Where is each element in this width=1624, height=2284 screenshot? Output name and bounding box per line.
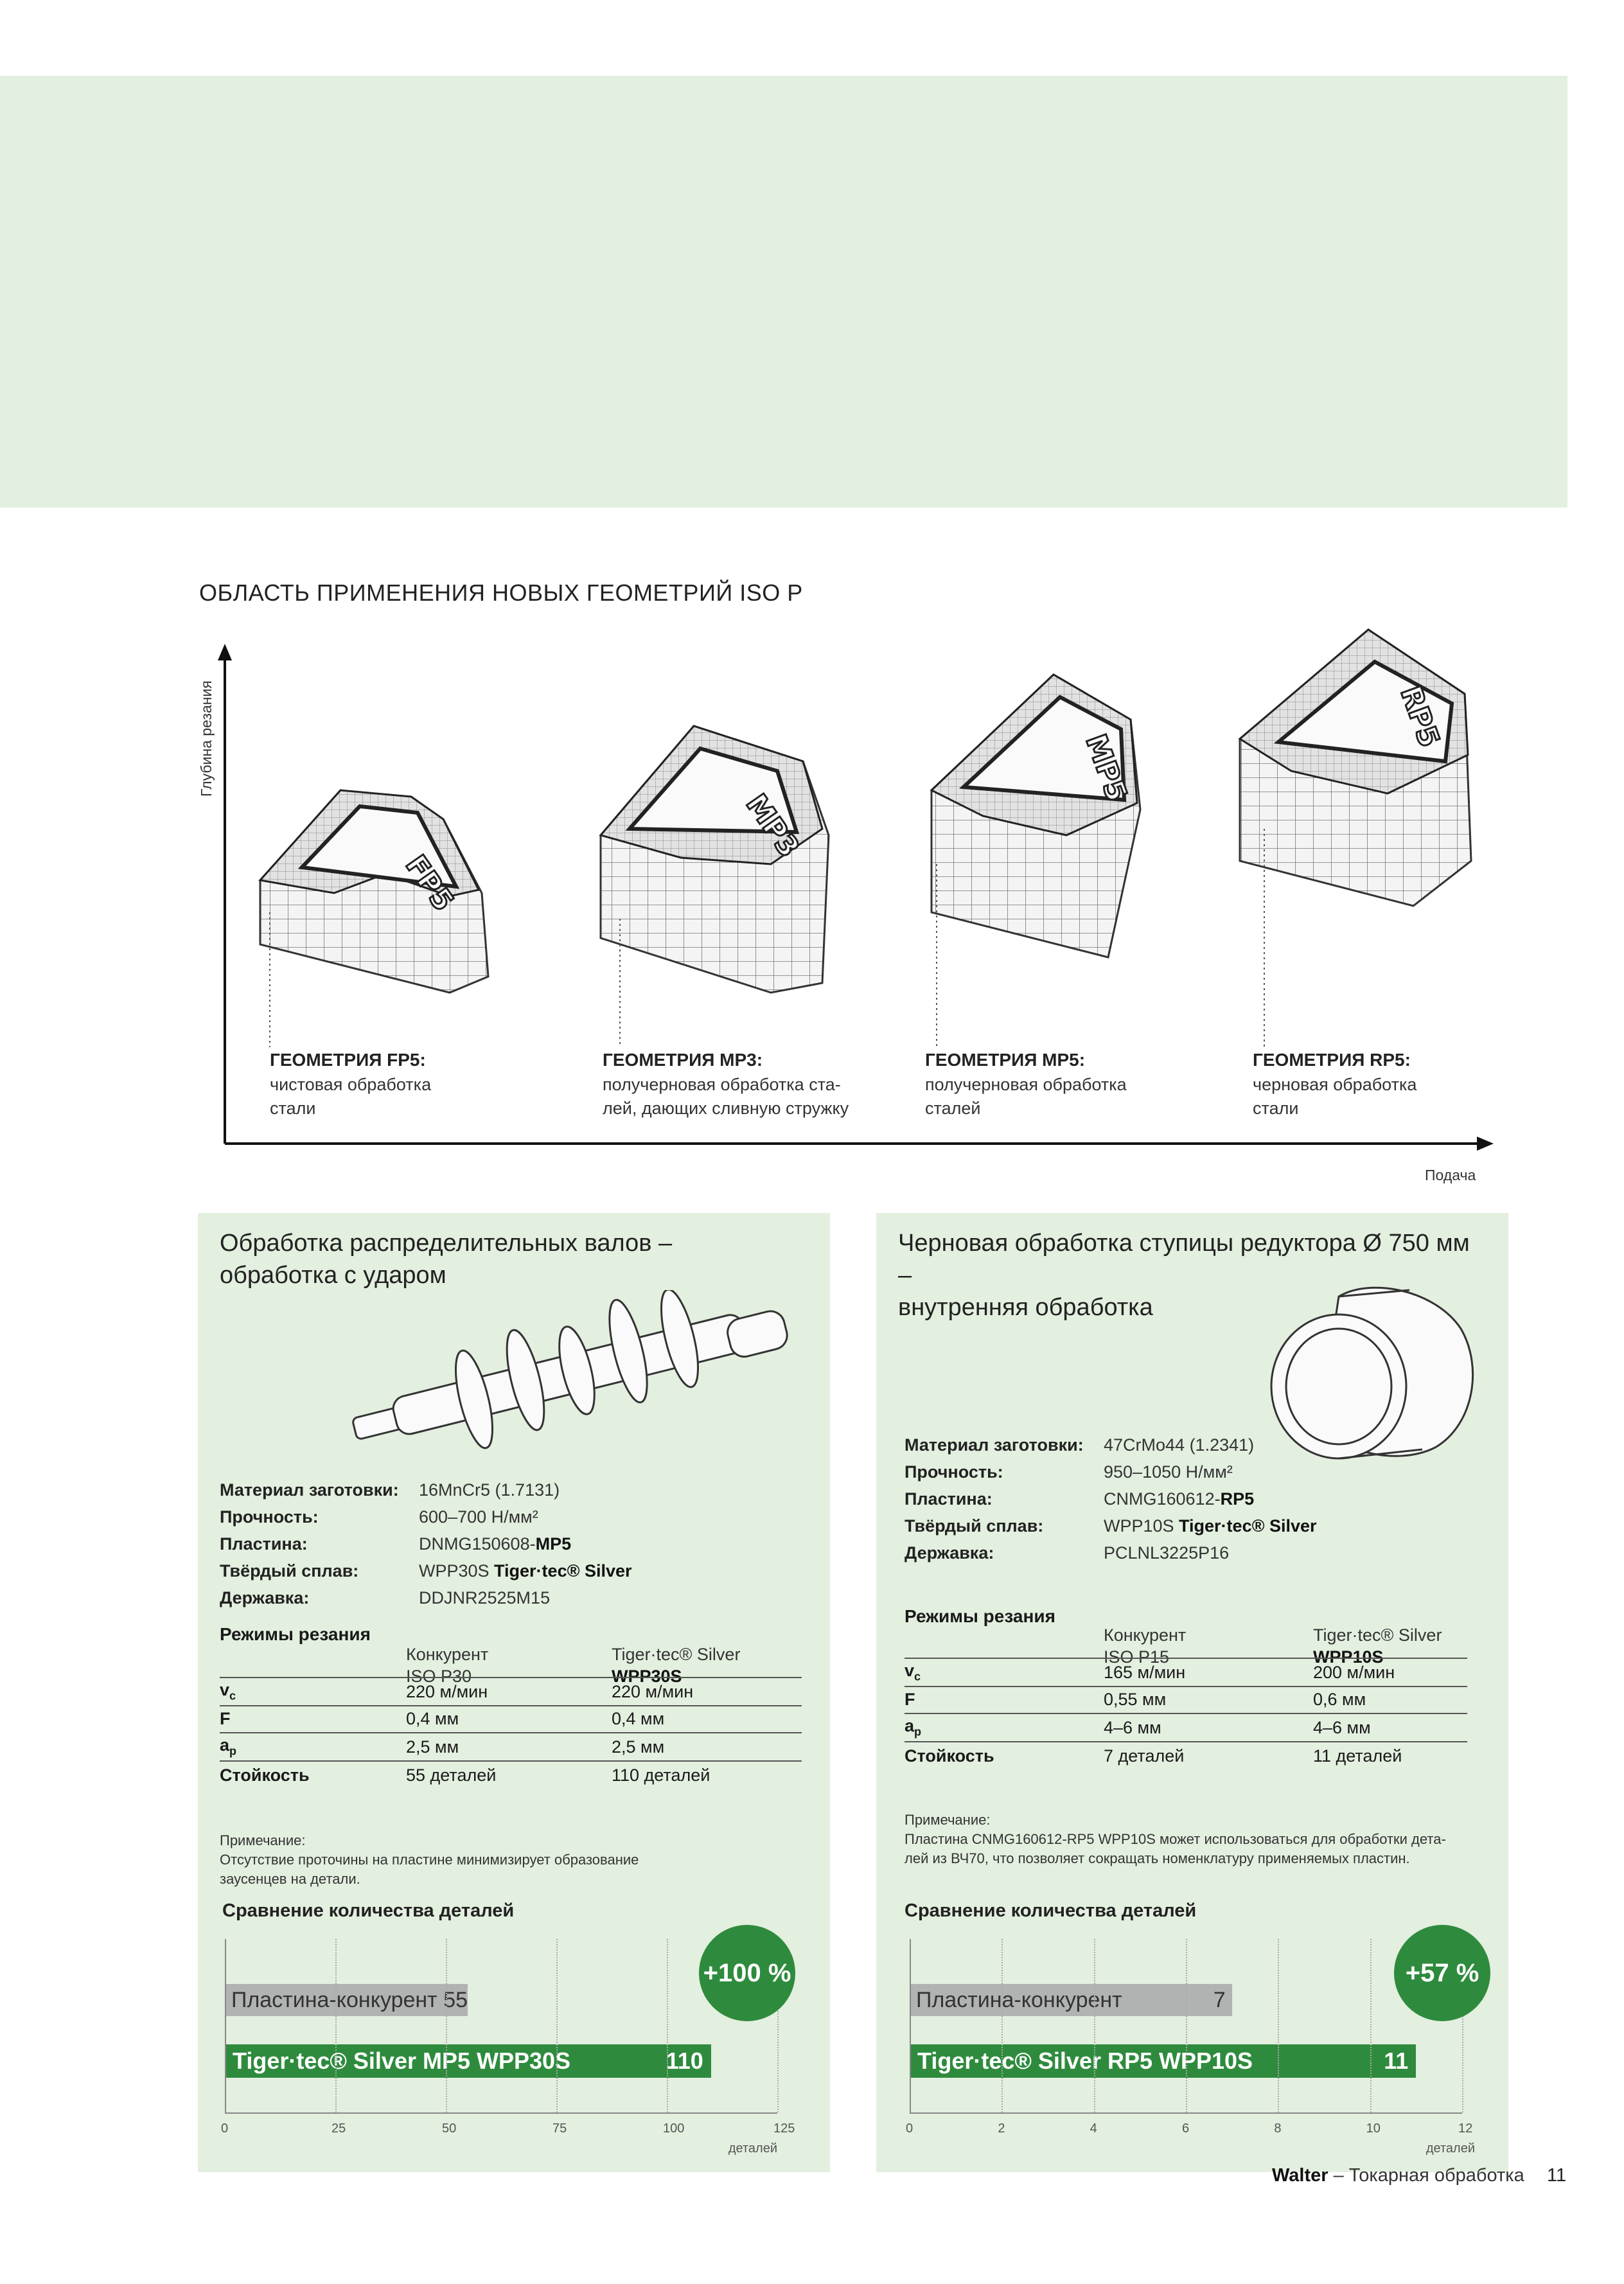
gridline <box>910 1939 911 2112</box>
tigertec-value: 220 м/мин <box>612 1681 694 1701</box>
bar-value: 7 <box>1213 1988 1226 2012</box>
param: $a_p$ <box>905 1716 922 1739</box>
spec-value: 47CrMo44 (1.2341) <box>1104 1435 1255 1455</box>
insert-fp5-image <box>260 790 488 993</box>
tigertec-value: 110 деталей <box>612 1765 710 1785</box>
competitor-value: 55 деталей <box>406 1765 497 1785</box>
spec-value: DDJNR2525M15 <box>419 1588 551 1607</box>
tigertec-value: 4–6 мм <box>1313 1717 1371 1737</box>
table-row <box>220 1762 802 1789</box>
header-line: Tiger·tec® Silver <box>1313 1625 1442 1645</box>
gridline <box>335 1939 337 2112</box>
spec-key: Державка: <box>905 1543 994 1563</box>
spec-value-bold: Tiger·tec® Silver <box>494 1561 632 1580</box>
table-row <box>905 1714 1467 1742</box>
note <box>220 1831 639 1889</box>
note-title: Примечание: <box>905 1812 991 1828</box>
param: $a_p$ <box>220 1735 237 1758</box>
spec-value: 16MnCr5 (1.7131) <box>419 1480 560 1500</box>
geometry-desc: сталей <box>925 1099 981 1118</box>
competitor-value: 165 м/мин <box>1104 1662 1186 1682</box>
note <box>905 1810 1446 1868</box>
cutting-modes-table <box>220 1643 802 1810</box>
comparison-chart <box>906 1939 1475 2157</box>
spec-key: Пластина: <box>905 1489 993 1509</box>
spec-list <box>905 1431 1317 1566</box>
param: Стойкость <box>905 1746 994 1766</box>
bar-value: 11 <box>1384 2048 1409 2074</box>
header-line: Конкурент <box>406 1645 489 1664</box>
geometry-rp5-caption <box>1253 1050 1522 1120</box>
tick-label: 8 <box>1274 2121 1282 2136</box>
geometry-desc: черновая обработка <box>1253 1075 1417 1094</box>
y-axis-label: Глубина резания <box>198 680 215 797</box>
spec-value: PCLNL3225P16 <box>1104 1543 1230 1563</box>
cutting-modes-title: Режимы резания <box>905 1606 1055 1626</box>
geometry-name: ГЕОМЕТРИЯ MP5: <box>925 1050 1086 1070</box>
spec-key: Пластина: <box>220 1534 308 1554</box>
tigertec-value: 0,6 мм <box>1313 1689 1366 1709</box>
note-line: заусенцев на детали. <box>220 1871 360 1887</box>
note-title: Примечание: <box>220 1832 306 1848</box>
panel-title-line: обработка с ударом <box>220 1262 446 1289</box>
competitor-value: 2,5 мм <box>406 1737 459 1757</box>
gearbox-hub-panel <box>876 1213 1508 2172</box>
tick-label: 125 <box>773 2121 795 2136</box>
geometry-name: ГЕОМЕТРИЯ FP5: <box>270 1050 426 1070</box>
spec-key: Материал заготовки: <box>220 1480 399 1500</box>
tick-label: 6 <box>1182 2121 1190 2136</box>
tick-label: 4 <box>1090 2121 1097 2136</box>
note-line: Отсутствие проточины на пластине минимизирует образование <box>220 1852 639 1868</box>
comparison-title: Сравнение количества деталей <box>905 1900 1197 1921</box>
panel-title <box>220 1227 811 1291</box>
note-line: Пластина CNMG160612-RP5 WPP10S может использоваться для обработки дета- <box>905 1831 1446 1847</box>
tick-label: 2 <box>998 2121 1005 2136</box>
gridline <box>446 1939 447 2112</box>
param: $v_c$ <box>220 1680 236 1703</box>
tick-label: 12 <box>1458 2121 1473 2136</box>
camshaft-image <box>339 1290 802 1502</box>
cutting-modes-title: Режимы резания <box>220 1624 371 1644</box>
bar-label: Пластина-конкурент <box>916 1988 1122 2012</box>
section-title: ОБЛАСТЬ ПРИМЕНЕНИЯ НОВЫХ ГЕОМЕТРИЙ ISO P <box>199 580 803 606</box>
header-line: WPP10S <box>1313 1647 1384 1667</box>
svg-text:MP3: MP3 <box>739 788 806 863</box>
competitor-bar <box>225 1984 468 2016</box>
geometry-desc: чистовая обработка <box>270 1075 432 1094</box>
gridline <box>1370 1939 1372 2112</box>
svg-text:RP5: RP5 <box>1393 682 1446 752</box>
tigertec-value: 0,4 мм <box>612 1708 665 1728</box>
param: F <box>220 1708 231 1728</box>
spec-value: 950–1050 Н/мм² <box>1104 1462 1233 1482</box>
tigertec-value: 11 деталей <box>1313 1746 1402 1766</box>
svg-text:FP5: FP5 <box>398 849 461 917</box>
competitor-value: 0,4 мм <box>406 1708 459 1728</box>
gridline <box>556 1939 558 2112</box>
table-row <box>905 1742 1467 1769</box>
header-line: Конкурент <box>1104 1625 1187 1645</box>
spec-value-bold: MP5 <box>535 1534 572 1554</box>
x-axis-line <box>910 2112 1462 2114</box>
competitor-value: 0,55 мм <box>1104 1689 1167 1709</box>
note-line: лей из ВЧ70, что позволяет сокращать номенклатуру применяемых пластин. <box>905 1850 1410 1866</box>
spec-key: Материал заготовки: <box>905 1435 1084 1455</box>
geometry-name: ГЕОМЕТРИЯ RP5: <box>1253 1050 1411 1070</box>
y-axis-arrow <box>218 644 232 660</box>
comparison-chart <box>221 1939 795 2157</box>
insert-mp5-image <box>931 675 1140 957</box>
header-line: WPP30S <box>612 1667 682 1686</box>
panel-title-line: Обработка распределительных валов – <box>220 1230 673 1257</box>
spec-key: Твёрдый сплав: <box>905 1516 1044 1536</box>
spec-key: Прочность: <box>905 1462 1003 1482</box>
improvement-badge: +57 % <box>1394 1925 1490 2021</box>
competitor-value: 7 деталей <box>1104 1746 1185 1766</box>
gridline <box>1094 1939 1095 2112</box>
x-axis-label: Подача <box>1425 1167 1476 1183</box>
header-line: Tiger·tec® Silver <box>612 1645 741 1664</box>
footer-text: – Токарная обработка <box>1328 2165 1524 2186</box>
insert-mp3-image <box>601 726 829 993</box>
param: F <box>905 1689 915 1709</box>
bar-label: Tiger·tec® Silver RP5 WPP10S <box>917 2048 1253 2074</box>
insert-rp5-image <box>1240 630 1471 906</box>
table-row <box>905 1658 1467 1687</box>
geometry-desc: стали <box>1253 1099 1299 1118</box>
param: Стойкость <box>220 1765 310 1785</box>
geometry-desc: стали <box>270 1099 316 1118</box>
gridline <box>225 1939 226 2112</box>
table-row <box>220 1733 802 1762</box>
panel-title-line: внутренняя обработка <box>898 1294 1153 1321</box>
gridline <box>1278 1939 1279 2112</box>
units-label: деталей <box>728 2141 777 2156</box>
page-number: 11 <box>1547 2165 1567 2186</box>
geometry-mp5-caption <box>925 1050 1195 1120</box>
units-label: деталей <box>1425 2141 1475 2156</box>
table-row <box>220 1677 802 1706</box>
param: $v_c$ <box>905 1661 921 1683</box>
camshaft-panel <box>198 1213 830 2172</box>
tigertec-value: 2,5 мм <box>612 1737 665 1757</box>
spec-value: WPP30S <box>419 1561 495 1580</box>
tick-label: 75 <box>552 2121 567 2136</box>
geometry-name: ГЕОМЕТРИЯ MP3: <box>603 1050 763 1070</box>
table-row <box>220 1705 802 1733</box>
x-axis-arrow <box>1477 1137 1494 1151</box>
spec-key: Державка: <box>220 1588 310 1607</box>
gridline <box>1186 1939 1187 2112</box>
bar-label: Tiger·tec® Silver MP5 WPP30S <box>233 2048 571 2074</box>
tick-label: 10 <box>1366 2121 1381 2136</box>
spec-value: DNMG150608- <box>419 1534 536 1554</box>
table-row <box>905 1686 1467 1714</box>
spec-value: WPP10S <box>1104 1516 1179 1536</box>
spec-value: 600–700 Н/мм² <box>419 1507 538 1527</box>
competitor-value: 220 м/мин <box>406 1681 488 1701</box>
tick-label: 0 <box>906 2121 914 2136</box>
comparison-title: Сравнение количества деталей <box>222 1900 515 1921</box>
tick-label: 100 <box>663 2121 685 2136</box>
tick-label: 50 <box>442 2121 457 2136</box>
bar-value: 55 <box>443 1988 468 2012</box>
panel-title-line: Черновая обработка ступицы редуктора Ø 750 мм – <box>898 1230 1470 1289</box>
footer <box>1272 2165 1524 2186</box>
spec-key: Прочность: <box>220 1507 319 1527</box>
footer-brand: Walter <box>1272 2165 1328 2186</box>
header-line: ISO P15 <box>1104 1647 1170 1667</box>
improvement-badge: +100 % <box>699 1925 795 2021</box>
spec-value-bold: Tiger·tec® Silver <box>1179 1516 1317 1536</box>
cutting-modes-table <box>905 1624 1467 1791</box>
tick-label: 25 <box>331 2121 346 2136</box>
bar-value: 110 <box>666 2048 703 2074</box>
spec-value: CNMG160612- <box>1104 1489 1221 1509</box>
svg-text:MP5: MP5 <box>1079 730 1134 806</box>
tigertec-value: 200 м/мин <box>1313 1662 1395 1682</box>
geometry-fp5-caption <box>270 1050 540 1120</box>
spec-key: Твёрдый сплав: <box>220 1561 359 1580</box>
geometry-desc: получерновая обработка <box>925 1075 1127 1094</box>
header-line: ISO P30 <box>406 1667 472 1686</box>
x-axis-line <box>225 2112 777 2114</box>
bar-label: Пластина-конкурент <box>231 1988 437 2012</box>
tigertec-bar <box>225 2044 711 2078</box>
competitor-bar <box>910 1984 1232 2016</box>
spec-value-bold: RP5 <box>1220 1489 1255 1509</box>
competitor-value: 4–6 мм <box>1104 1717 1161 1737</box>
geometry-desc: получерновая обработка ста- <box>603 1075 841 1094</box>
tick-label: 0 <box>221 2121 229 2136</box>
gridline <box>667 1939 668 2112</box>
gridline <box>1002 1939 1003 2112</box>
tigertec-bar <box>910 2044 1416 2078</box>
geometry-mp3-caption <box>603 1050 872 1120</box>
spec-list <box>220 1476 632 1611</box>
geometry-desc: лей, дающих сливную стружку <box>603 1099 849 1118</box>
